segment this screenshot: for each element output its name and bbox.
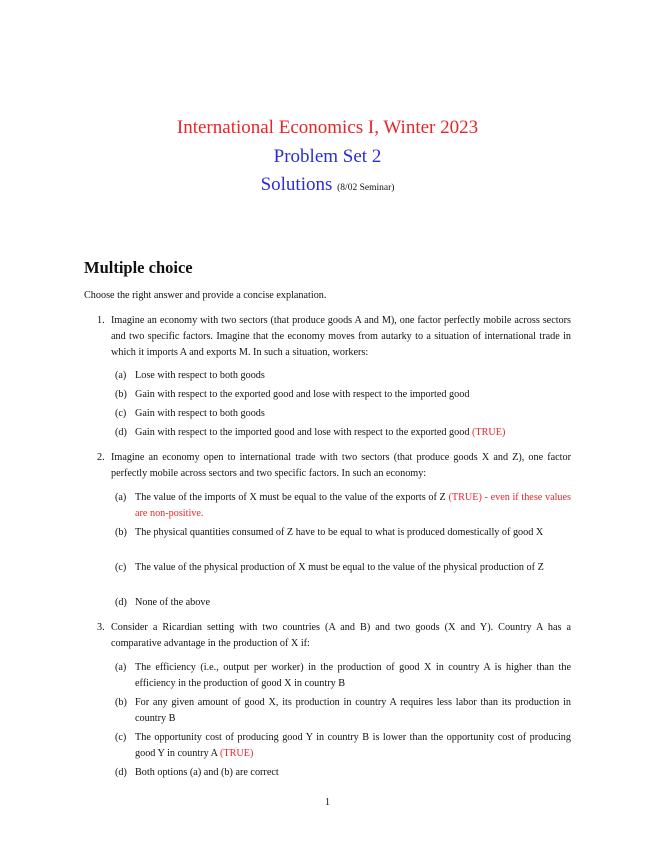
option-1d xyxy=(115,425,571,441)
question-number: 2. xyxy=(97,452,105,463)
option-label: (b) xyxy=(115,389,127,400)
option-text: Both options (a) and (b) are correct xyxy=(135,767,279,778)
option-label: (b) xyxy=(115,697,127,708)
option-label: (d) xyxy=(115,767,127,778)
course-title: International Economics I, Winter 2023 xyxy=(176,117,479,138)
question-text: Imagine an economy open to international trade with two sectors (that produce goods X and Z), one factor perfectly mobile across sectors and two specific factors. In such an economy: xyxy=(111,452,571,479)
section-heading: Multiple choice xyxy=(84,258,193,277)
seminar-date: (8/02 Seminar) xyxy=(337,183,395,193)
option-label: (a) xyxy=(115,492,127,503)
option-text: The opportunity cost of producing good Y in country B is lower than the opportunity cost of producing good Y in country A xyxy=(135,732,571,759)
problem-set-title: Problem Set 2 xyxy=(273,146,382,167)
solutions-title xyxy=(0,174,655,196)
option-label: (d) xyxy=(115,597,127,608)
option-label: (d) xyxy=(115,427,127,438)
option-3d xyxy=(115,765,571,781)
option-label: (b) xyxy=(115,527,127,538)
option-text: The value of the physical production of X must be equal to the value of the physical production of Z xyxy=(135,562,544,573)
option-label: (a) xyxy=(115,662,127,673)
question-3 xyxy=(97,620,571,652)
option-text: The efficiency (i.e., output per worker) in the production of good X in country A is higher than the efficiency in the production of good X in country B xyxy=(135,662,571,689)
option-text: The physical quantities consumed of Z have to be equal to what is produced domestically of good X xyxy=(135,527,544,538)
option-text: Gain with respect to the imported good and lose with respect to the exported good xyxy=(135,427,470,438)
question-2 xyxy=(97,450,571,482)
question-text: Consider a Ricardian setting with two countries (A and B) and two goods (X and Y). Country A has a comparative advantage in the production of X if: xyxy=(111,622,571,649)
option-1b xyxy=(115,387,571,403)
option-2a xyxy=(115,490,571,522)
option-label: (c) xyxy=(115,732,127,743)
option-2b xyxy=(115,525,571,541)
option-text: Gain with respect to the exported good and lose with respect to the imported good xyxy=(135,389,470,400)
option-3a xyxy=(115,660,571,692)
true-marker: (TRUE) - even if these values are non-positive. xyxy=(135,492,571,519)
option-3b xyxy=(115,695,571,727)
option-1c xyxy=(115,406,571,422)
page-number: 1 xyxy=(325,797,330,808)
solutions-label: Solutions xyxy=(260,174,333,195)
instructions: Choose the right answer and provide a concise explanation. xyxy=(84,290,327,301)
option-2d xyxy=(115,595,571,611)
option-text: Gain with respect to both goods xyxy=(135,408,265,419)
question-number: 3. xyxy=(97,622,105,633)
option-text: None of the above xyxy=(135,597,210,608)
option-3c xyxy=(115,730,571,762)
option-label: (a) xyxy=(115,370,127,381)
option-1a xyxy=(115,368,571,384)
option-text: For any given amount of good X, its production in country A requires less labor than its production in country B xyxy=(135,697,571,724)
question-number: 1. xyxy=(97,315,105,326)
true-marker: (TRUE) xyxy=(220,748,254,759)
true-marker: (TRUE) xyxy=(471,427,506,438)
question-1 xyxy=(97,313,571,361)
option-label: (c) xyxy=(115,408,127,419)
option-text: Lose with respect to both goods xyxy=(135,370,265,381)
option-2c xyxy=(115,560,571,576)
option-text: The value of the imports of X must be equal to the value of the exports of Z xyxy=(135,492,446,503)
question-text: Imagine an economy with two sectors (that produce goods A and M), one factor perfectly mobile across sectors and two specific factors. Imagine that the economy moves from autarky to a situation of international trade in which it imports A and exports M. In such a situation, workers: xyxy=(111,315,571,358)
option-label: (c) xyxy=(115,562,127,573)
